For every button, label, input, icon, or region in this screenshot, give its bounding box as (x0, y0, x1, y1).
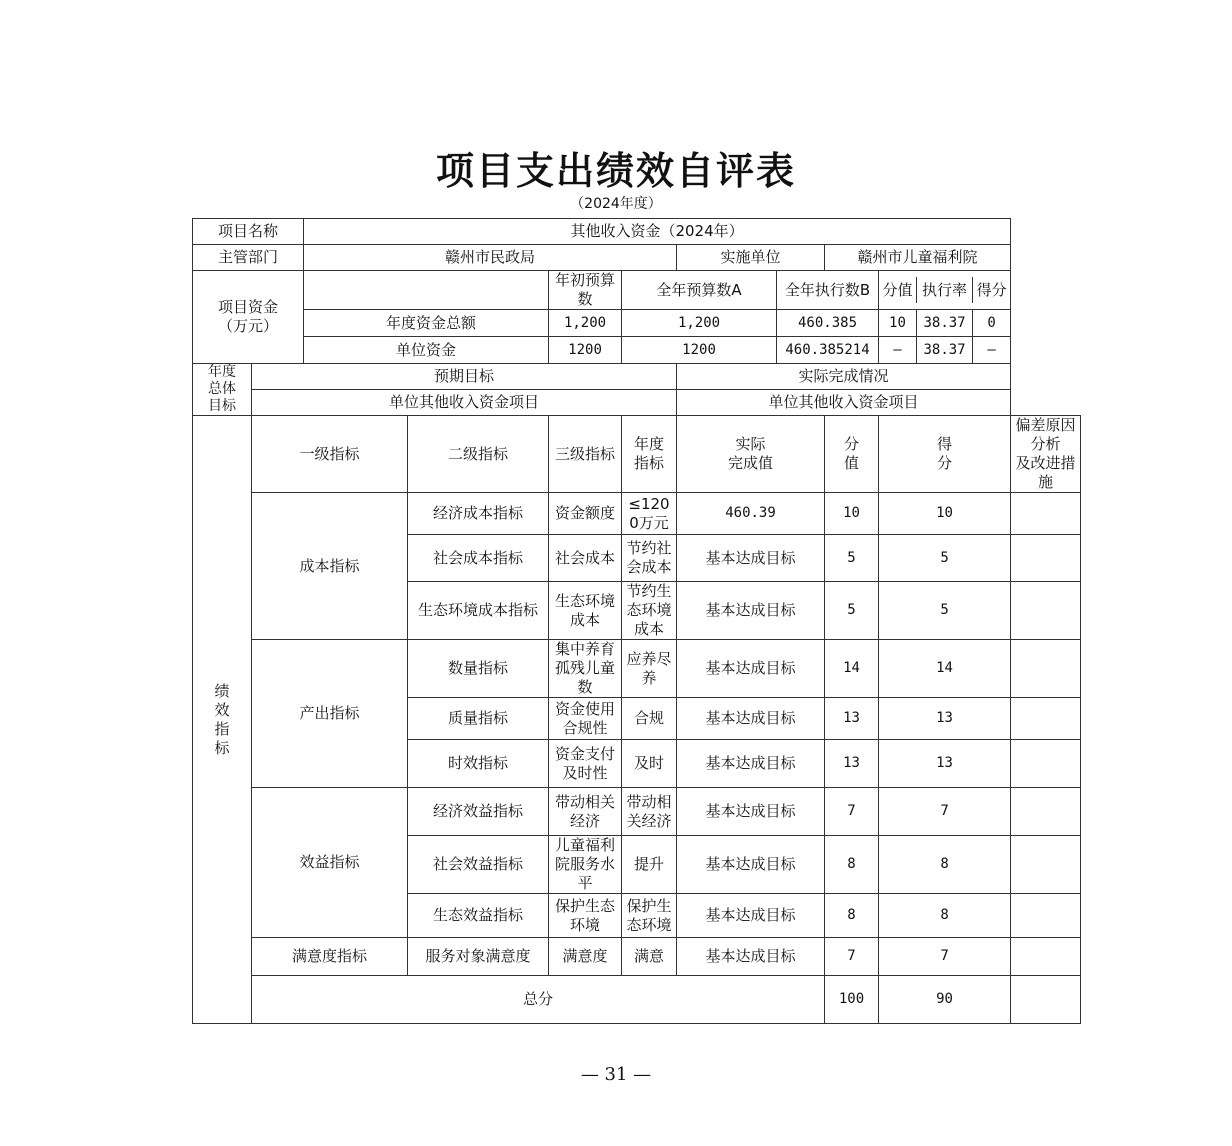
level1-benefit: 效益指标 (252, 788, 408, 938)
header-annual-line1: 年度 (634, 435, 665, 453)
page-number: — 31 — (580, 1064, 652, 1085)
level2: 经济成本指标 (408, 493, 549, 535)
project-name-value: 其他收入资金（2024年） (304, 219, 1011, 245)
fund-got: — (987, 342, 996, 358)
header-deviation (1011, 416, 1081, 493)
level1-satisfaction: 满意度指标 (252, 938, 408, 976)
level3: 社会成本 (549, 535, 622, 582)
col-full-budget: 全年预算数A (622, 271, 777, 310)
dept-value: 赣州市民政局 (304, 245, 677, 271)
dept-label: 主管部门 (193, 245, 304, 271)
actual-value: 基本达成目标 (677, 788, 825, 836)
indicator-label-char: 指 (214, 719, 230, 738)
level3: 保护生态环境 (549, 894, 622, 938)
funds-row-total (193, 310, 1081, 337)
level3: 生态环境成本 (549, 582, 622, 640)
actual-value: 460.39 (677, 493, 825, 535)
got: 13 (879, 698, 1011, 740)
score: 10 (825, 493, 879, 535)
deviation (1011, 582, 1081, 640)
header-actual-line2: 完成值 (728, 454, 774, 472)
header-score (825, 416, 879, 493)
fund-exec: 460.385 (777, 310, 879, 337)
funds-label-line2: （万元） (218, 317, 279, 335)
impl-value: 赣州市儿童福利院 (825, 245, 1011, 271)
header-deviation-line2: 及改进措施 (1015, 454, 1076, 491)
actual-value: 基本达成目标 (677, 894, 825, 938)
header-annual (622, 416, 677, 493)
score: 8 (825, 836, 879, 894)
header-score-line2: 值 (844, 454, 860, 472)
got: 8 (879, 894, 1011, 938)
annual-target: 合规 (622, 698, 677, 740)
score: 7 (825, 938, 879, 976)
annual-target: 应养尽养 (622, 640, 677, 698)
deviation (1011, 640, 1081, 698)
level3: 资金额度 (549, 493, 622, 535)
level3: 集中养育孤残儿童数 (549, 640, 622, 698)
fund-got: 0 (987, 315, 996, 331)
annual-target: 保护生态环境 (622, 894, 677, 938)
annual-goal-label (193, 364, 252, 416)
fund-initial: 1,200 (549, 310, 622, 337)
score: 5 (825, 582, 879, 640)
deviation (1011, 788, 1081, 836)
annual-target: 带动相关经济 (622, 788, 677, 836)
deviation (1011, 894, 1081, 938)
goal-label-char: 年度 (208, 364, 236, 380)
indicator-row (193, 788, 1081, 836)
funds-blank-header (304, 271, 549, 310)
indicator-header-row (193, 416, 1081, 493)
level1-output: 产出指标 (252, 640, 408, 788)
indicator-label-char: 效 (214, 700, 230, 719)
annual-target: 及时 (622, 740, 677, 788)
funds-row-unit (193, 337, 1081, 364)
annual-target: 节约社会成本 (622, 535, 677, 582)
actual-value: 基本达成目标 (677, 535, 825, 582)
header-annual-line2: 指标 (634, 454, 665, 472)
deviation (1011, 836, 1081, 894)
score: 8 (825, 894, 879, 938)
department-row (193, 245, 1081, 271)
got: 7 (879, 938, 1011, 976)
annual-target: ≤1200万元 (622, 493, 677, 535)
page-title: 项目支出绩效自评表 (435, 148, 796, 193)
actual-value: 基本达成目标 (677, 640, 825, 698)
indicator-row (193, 938, 1081, 976)
header-level1: 一级指标 (252, 416, 408, 493)
total-deviation (1011, 976, 1081, 1024)
level2: 社会成本指标 (408, 535, 549, 582)
col-rate: 执行率 (917, 277, 973, 303)
annual-target: 节约生态环境成本 (622, 582, 677, 640)
fund-row-label: 年度资金总额 (304, 310, 549, 337)
col-score: 分值 (879, 277, 917, 303)
performance-table (192, 218, 1081, 1024)
goals-content-row (193, 390, 1081, 416)
performance-indicator-label (193, 416, 252, 1024)
level2: 生态环境成本指标 (408, 582, 549, 640)
actual-value: 基本达成目标 (677, 698, 825, 740)
fund-full: 1200 (622, 337, 777, 364)
fund-rate: 38.37 (917, 337, 973, 363)
actual-value: 基本达成目标 (677, 836, 825, 894)
annual-target: 满意 (622, 938, 677, 976)
funds-header-row (193, 271, 1081, 310)
level1-cost: 成本指标 (252, 493, 408, 640)
indicator-row (193, 640, 1081, 698)
actual-value: 基本达成目标 (677, 938, 825, 976)
fund-score-rate-got (879, 310, 1011, 337)
fund-rate: 38.37 (917, 310, 973, 336)
level2: 生态效益指标 (408, 894, 549, 938)
got: 13 (879, 740, 1011, 788)
fund-exec: 460.385214 (777, 337, 879, 364)
impl-label: 实施单位 (677, 245, 825, 271)
level3: 资金使用合规性 (549, 698, 622, 740)
col-executed: 全年执行数B (777, 271, 879, 310)
project-name-label: 项目名称 (193, 219, 304, 245)
level3: 带动相关经济 (549, 788, 622, 836)
fund-initial: 1200 (549, 337, 622, 364)
score: 13 (825, 740, 879, 788)
fund-score-rate-got (879, 337, 1011, 364)
level3: 满意度 (549, 938, 622, 976)
fund-score: — (879, 337, 917, 363)
indicator-label-char: 标 (214, 738, 230, 757)
score: 14 (825, 640, 879, 698)
deviation (1011, 740, 1081, 788)
got: 8 (879, 836, 1011, 894)
header-level2: 二级指标 (408, 416, 549, 493)
funds-label-line1: 项目资金 (218, 298, 279, 316)
total-got: 90 (879, 976, 1011, 1024)
deviation (1011, 698, 1081, 740)
fund-score: 10 (879, 310, 917, 336)
level3: 儿童福利院服务水平 (549, 836, 622, 894)
indicator-row (193, 493, 1081, 535)
score: 5 (825, 535, 879, 582)
indicator-label-char: 绩 (214, 681, 230, 700)
goal-label-char: 目标 (208, 398, 236, 414)
goals-header-row (193, 364, 1081, 390)
actual-goal: 单位其他收入资金项目 (677, 390, 1011, 416)
level2: 质量指标 (408, 698, 549, 740)
got: 5 (879, 582, 1011, 640)
header-got-line2: 分 (937, 454, 953, 472)
deviation (1011, 493, 1081, 535)
header-score-line1: 分 (844, 435, 860, 453)
actual-goal-label: 实际完成情况 (677, 364, 1011, 390)
header-got (879, 416, 1011, 493)
got: 10 (879, 493, 1011, 535)
actual-value: 基本达成目标 (677, 582, 825, 640)
header-level3: 三级指标 (549, 416, 622, 493)
header-deviation-line1: 偏差原因分析 (1015, 416, 1076, 453)
level2: 数量指标 (408, 640, 549, 698)
level2: 经济效益指标 (408, 788, 549, 836)
level3: 资金支付及时性 (549, 740, 622, 788)
header-got-line1: 得 (937, 435, 953, 453)
funds-label (193, 271, 304, 364)
project-name-row (193, 219, 1081, 245)
total-row (193, 976, 1081, 1024)
annual-target: 提升 (622, 836, 677, 894)
deviation (1011, 938, 1081, 976)
got: 5 (879, 535, 1011, 582)
deviation (1011, 535, 1081, 582)
expected-goal-label: 预期目标 (252, 364, 677, 390)
level2: 社会效益指标 (408, 836, 549, 894)
level2: 时效指标 (408, 740, 549, 788)
got: 14 (879, 640, 1011, 698)
col-got: 得分 (976, 281, 1007, 299)
fund-row-label: 单位资金 (304, 337, 549, 364)
col-score-rate-got (879, 271, 1011, 310)
goal-label-char: 总体 (208, 381, 236, 397)
actual-value: 基本达成目标 (677, 740, 825, 788)
header-actual (677, 416, 825, 493)
score: 13 (825, 698, 879, 740)
total-label: 总分 (252, 976, 825, 1024)
level2: 服务对象满意度 (408, 938, 549, 976)
score: 7 (825, 788, 879, 836)
expected-goal: 单位其他收入资金项目 (252, 390, 677, 416)
header-actual-line1: 实际 (735, 435, 766, 453)
total-score: 100 (825, 976, 879, 1024)
col-initial-budget: 年初预算数 (549, 271, 622, 310)
got: 7 (879, 788, 1011, 836)
fiscal-year: （2024年度） (570, 196, 662, 212)
fund-full: 1,200 (622, 310, 777, 337)
